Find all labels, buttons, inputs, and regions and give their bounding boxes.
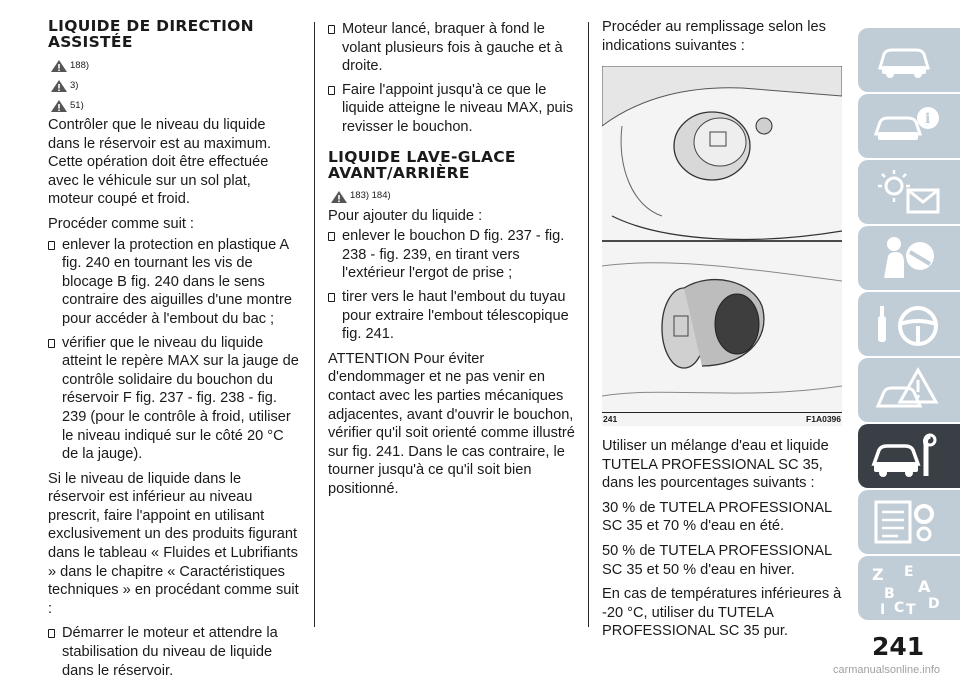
tab-safety[interactable] [858,226,960,290]
list-item: Faire l'appoint jusqu'à ce que le liquide atteigne le niveau MAX, puis revisser le bouchon. [328,81,578,137]
tab-emergency[interactable] [858,358,960,422]
list-item: tirer vers le haut l'embout du tuyau pour extraire l'embout télescopique fig. 241. [328,288,578,344]
warning-icon [50,99,68,113]
figure-washer-reservoir [602,66,842,426]
column-divider [314,22,315,627]
warning-ref: 188) [50,56,300,76]
steering-wheel-icon [872,300,942,348]
index-icon [868,560,948,616]
svg-text:i: i [925,111,931,127]
svg-text:D: D [928,596,940,612]
list-item: enlever la protection en plastique A fig. 240 en tournant les vis de blocage B fig. 240 dans le sens contraire des aiguilles d'une montre pour accéder à l'embout du bac ; [48,236,300,329]
figure-rule-bottom [602,412,842,413]
tab-driving[interactable] [858,292,960,356]
checklist [48,236,300,464]
figure-code: F1A0396 [806,414,841,424]
warning-ref: 51) [50,96,300,116]
svg-text:B: B [884,586,895,602]
tab-index[interactable] [858,556,960,620]
tab-car-info[interactable] [858,94,960,158]
warning-icon [330,190,348,204]
paragraph: Si le niveau de liquide dans le réservoir est inférieur au niveau prescrit, faire l'appoint en utilisant exclusivement un des produits figurant dans le tableau « Fluides et Lubrifiants » dans le chapitre « Caractéristiques techniques » en procédant comme suit : [48,470,299,617]
tab-specifications[interactable] [858,490,960,554]
warning-icon [50,59,68,73]
figure-caption [603,414,841,424]
svg-text:C: C [894,600,905,616]
list-item: enlever le bouchon D fig. 237 - fig. 238 - fig. 239, en tirant vers l'extérieur l'ergot de prise ; [328,227,578,283]
list-item: Démarrer le moteur et attendre la stabilisation du niveau de liquide dans le réservoir. [48,624,300,680]
paragraph: Procéder comme suit : [48,215,194,232]
tab-car-service[interactable] [858,424,960,488]
airbag-safety-icon [874,234,944,282]
svg-text:A: A [918,577,931,596]
paragraph: En cas de températures inférieures à -20 °C, utiliser du TUTELA PROFESSIONAL SC 35 pur. [602,586,842,640]
paragraph: 50 % de TUTELA PROFESSIONAL SC 35 et 50 % d'eau en hiver. [602,542,832,578]
list-item: Moteur lancé, braquer à fond le volant plusieurs fois à gauche et à droite. [328,20,578,76]
paragraph: ATTENTION Pour éviter d'endommager et ne pas venir en contact avec les parties mécaniques adjacentes, avant d'ouvrir le bouchon, vérifier qu'il soit orienté comme illustré sur fig. 241. Dans le cas contraire, le tourner jusqu'à ce qu'il soit bien positionné. [328,350,575,497]
warning-icon [50,79,68,93]
tab-warning-lights[interactable] [858,160,960,224]
warning-ref: 3) [50,76,300,96]
svg-text:T: T [906,602,916,616]
car-dashboard-icon [874,40,934,80]
column-divider [588,22,589,627]
checklist [328,20,578,137]
paragraph: Utiliser un mélange d'eau et liquide TUTELA PROFESSIONAL SC 35, dans les pourcentages suivants : [602,438,829,492]
svg-text:E: E [904,564,914,580]
svg-text:Z: Z [872,565,884,584]
checklist [328,227,578,344]
road-hazard-icon [872,366,942,414]
paragraph: Procéder au remplissage selon les indications suivantes : [602,19,826,54]
svg-text:I: I [880,602,886,616]
paragraph: Contrôler que le niveau du liquide dans le réservoir est au maximum. Cette opération doit être effectuée avec le véhicule sur un sol plat, moteur coupé et froid. [48,117,272,208]
section-heading-washer-fluid: LIQUIDE LAVE-GLACE AVANT/ARRIÈRE [328,147,516,182]
figure-number: 241 [603,414,618,424]
column-3-text [602,437,842,647]
tab-dashboard[interactable] [858,28,960,92]
checklist [48,624,300,680]
column-2 [328,20,578,504]
column-1 [48,18,300,686]
specifications-icon [872,498,942,546]
paragraph: Pour ajouter du liquide : [328,207,483,224]
section-heading-power-steering: LIQUIDE DE DIRECTION ASSISTÉE [48,17,254,51]
watermark: carmanualsonline.info [832,664,940,676]
paragraph: 30 % de TUTELA PROFESSIONAL SC 35 et 70 % d'eau en été. [602,499,832,535]
page-number: 241 [872,632,925,661]
warning-ref: 183) 184) [330,187,578,207]
car-service-icon [870,432,940,480]
column-3 [602,18,842,61]
warning-lights-icon [872,168,942,216]
list-item: vérifier que le niveau du liquide atteint le repère MAX sur la jauge de contrôle solidaire du bouchon du réservoir F fig. 237 - fig. 238 - fig. 239 (pour le contrôle à froid, utiliser le niveau indiqué sur le côté 20 °C de la jauge). [48,334,300,464]
car-info-icon [872,104,942,148]
